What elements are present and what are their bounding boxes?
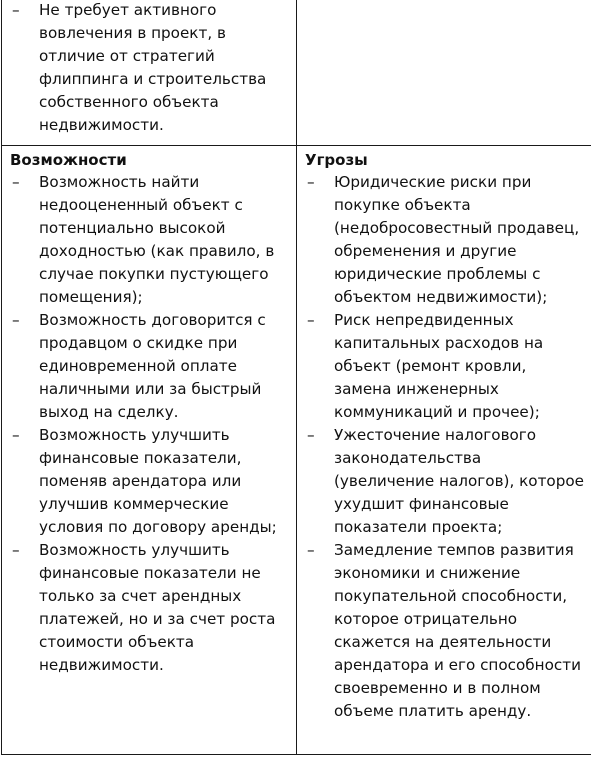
list-item-text: Возможность улучшить финансовые показатели не только за счет арендных платежей, но и за счет роста стоимости объекта недвижимости. bbox=[39, 541, 276, 674]
dash-bullet: – bbox=[12, 541, 20, 559]
threats-heading: Угрозы bbox=[305, 151, 368, 169]
dash-bullet: – bbox=[307, 541, 315, 559]
dash-bullet: – bbox=[12, 311, 20, 329]
strengths-cell-continued bbox=[2, 0, 297, 146]
opportunities-list bbox=[2, 171, 296, 677]
dash-bullet: – bbox=[12, 173, 20, 191]
list-item-text: Риск непредвиденных капитальных расходов на объект (ремонт кровли, замена инженерных коммуникаций и прочее); bbox=[334, 311, 544, 421]
list-item bbox=[2, 539, 296, 677]
list-item bbox=[297, 424, 591, 539]
dash-bullet: – bbox=[307, 311, 315, 329]
list-item-text: Ужесточение налогового законодательства (увеличение налогов), которое ухудшит финансовые показатели проекта; bbox=[334, 426, 584, 536]
list-item bbox=[2, 309, 296, 424]
list-item-text: Не требует активного вовлечения в проект, в отличие от стратегий флиппинга и строительства собственного объекта недвижимости. bbox=[39, 1, 267, 134]
dash-bullet: – bbox=[307, 173, 315, 191]
list-item bbox=[2, 0, 296, 137]
list-item bbox=[2, 424, 296, 539]
list-item bbox=[297, 171, 591, 309]
dash-bullet: – bbox=[307, 426, 315, 444]
threats-cell bbox=[297, 146, 591, 755]
opportunities-cell bbox=[2, 146, 297, 755]
list-item-text: Возможность найти недооцененный объект с потенциально высокой доходностью (как правило, в случае покупки пустующего помещения); bbox=[39, 173, 275, 306]
swot-table bbox=[1, 0, 591, 755]
list-item bbox=[297, 309, 591, 424]
weaknesses-cell-continued bbox=[297, 0, 591, 146]
dash-bullet: – bbox=[12, 1, 20, 19]
list-item bbox=[2, 171, 296, 309]
list-item bbox=[297, 539, 591, 723]
opportunities-heading: Возможности bbox=[10, 151, 127, 169]
strengths-list bbox=[2, 0, 296, 137]
list-item-text: Возможность улучшить финансовые показатели, поменяв арендатора или улучшив коммерческие условия по договору аренды; bbox=[39, 426, 277, 536]
dash-bullet: – bbox=[12, 426, 20, 444]
list-item-text: Юридические риски при покупке объекта (недобросовестный продавец, обременения и другие юридические проблемы с объектом недвижимости); bbox=[334, 173, 580, 306]
list-item-text: Замедление темпов развития экономики и снижение покупательной способности, которое отрицательно скажется на деятельности арендатора и его способности своевременно и в полном объеме платить аренду. bbox=[334, 541, 581, 720]
threats-list bbox=[297, 171, 591, 723]
list-item-text: Возможность договорится с продавцом о скидке при единовременной оплате наличными или за быстрый выход на сделку. bbox=[39, 311, 266, 421]
